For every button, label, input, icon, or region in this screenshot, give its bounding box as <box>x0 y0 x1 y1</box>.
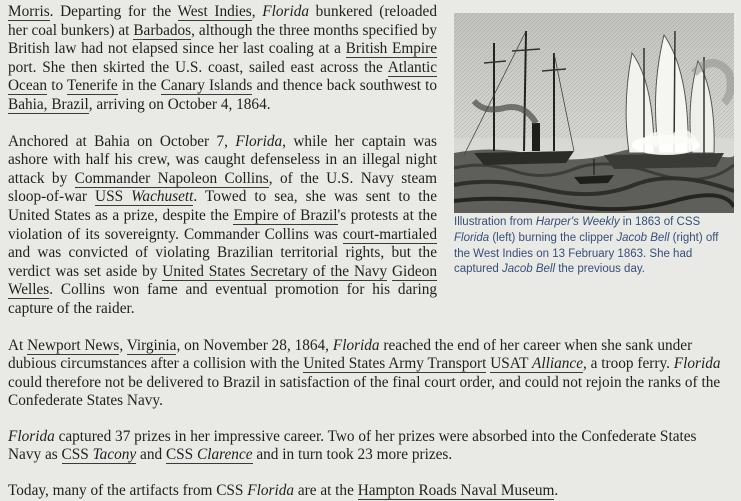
paragraph-bahia-capture <box>8 133 437 319</box>
text: CSS <box>165 446 198 464</box>
text: CSS <box>61 446 93 464</box>
link-canary-islands[interactable]: Canary Islands <box>160 77 253 95</box>
image-caption <box>454 215 734 278</box>
figure-harpers-weekly <box>454 13 734 278</box>
paragraph-artifacts <box>8 482 733 501</box>
ship-name: Florida <box>262 3 309 20</box>
link-west-indies[interactable]: West Indies <box>177 3 252 20</box>
text: . Towed to sea, she was sent to the United States as a prize, despite the <box>8 188 437 224</box>
publication-name: Harper's Weekly <box>535 216 620 228</box>
text: and was convicted of violating Brazilian territorial rights, but the verdict was set aside by <box>8 244 437 280</box>
link-bahia-brazil[interactable]: Bahia, Brazil <box>8 95 89 113</box>
link-napoleon-collins[interactable]: Commander Napoleon Collins <box>74 169 269 187</box>
text: and thence back southwest to <box>252 77 437 95</box>
text: , on November 28, 1864, <box>176 336 333 354</box>
text: USAT <box>490 355 533 373</box>
link-british-empire[interactable]: British Empire <box>345 40 437 58</box>
text: are at the <box>294 482 358 500</box>
paragraph-prizes <box>8 428 733 465</box>
text: At <box>8 336 28 354</box>
text: and <box>136 446 166 464</box>
text: , of the U.S. Navy steam sloop-of-war <box>8 169 437 206</box>
text: captured 37 prizes in her impressive career. Two of her prizes were absorbed into the Confederate States Navy as <box>8 427 697 464</box>
text: , <box>119 336 127 354</box>
link-court-martialed[interactable]: court-martialed <box>342 225 437 243</box>
link-css-clarence[interactable] <box>166 446 253 464</box>
text: , a troop ferry. <box>583 355 674 373</box>
text: Illustration from <box>454 216 536 228</box>
text: , <box>251 3 263 20</box>
link-army-transport[interactable]: United States Army Transport <box>303 355 487 373</box>
text: (left) burning the clipper <box>489 231 617 244</box>
ship-name: Florida <box>332 336 380 354</box>
link-virginia[interactable]: Virginia <box>126 336 177 354</box>
text: . <box>554 482 559 500</box>
link-morris[interactable]: Morris <box>8 3 50 20</box>
ship-name: Jacob Bell <box>616 231 670 244</box>
text: bunkered (reloaded her coal bunkers) at <box>8 3 437 39</box>
ship-name: Florida <box>454 231 490 244</box>
text: the previous day. <box>555 263 645 276</box>
text: , while her captain was ashore with half his crew, was caught defenseless in an illegal night attack by <box>8 132 438 187</box>
paragraph-sinking <box>8 337 733 411</box>
link-usat-alliance[interactable] <box>490 355 583 373</box>
ship-name: Wachusett <box>131 188 194 206</box>
text: Today, many of the artifacts from CSS <box>8 482 248 500</box>
text: and in turn took 23 more prizes. <box>252 446 453 464</box>
top-section <box>8 3 733 319</box>
link-barbados[interactable]: Barbados <box>133 21 192 39</box>
text: in 1863 of CSS <box>619 216 701 228</box>
left-column <box>8 3 437 319</box>
link-tenerife[interactable]: Tenerife <box>66 77 118 95</box>
link-hampton-roads-museum[interactable]: Hampton Roads Naval Museum <box>357 482 555 500</box>
link-gideon-welles[interactable]: Gideon Welles <box>8 262 438 299</box>
link-secretary-of-the-navy[interactable]: United States Secretary of the Navy <box>162 262 388 280</box>
link-empire-of-brazil[interactable]: Empire of Brazil <box>233 206 338 224</box>
ship-name: Florida <box>247 482 294 500</box>
text: 's protests at the violation of its sovereignty. Commander Collins was <box>8 206 437 243</box>
paragraph-departure <box>8 3 437 115</box>
link-newport-news[interactable]: Newport News <box>27 336 120 354</box>
text: port. She then skirted the U.S. coast, sailed east across the <box>8 58 388 76</box>
ship-name: Florida <box>673 355 721 373</box>
text: could therefore not be delivered to Brazil in satisfaction of the final court order, and could not rejoin the ranks of the Confederate States Navy. <box>8 373 721 410</box>
text: USS <box>95 188 132 206</box>
text: , although the three months specified by British law had not elapsed since her last coaling at a <box>8 21 437 58</box>
link-atlantic-ocean[interactable]: Atlantic Ocean <box>8 58 437 95</box>
link-css-tacony[interactable] <box>62 446 137 464</box>
text: , arriving on October 4, 1864. <box>88 95 271 113</box>
ship-name: Alliance <box>532 355 584 373</box>
ship-name: Florida <box>8 427 55 445</box>
text: (right) off the West Indies on 13 February 1863. She had captured <box>454 231 719 276</box>
ship-name: Tacony <box>92 446 137 464</box>
ship-name: Florida <box>235 132 283 150</box>
link-uss-wachusett[interactable] <box>95 188 193 206</box>
text: Anchored at Bahia on October 7, <box>8 132 236 150</box>
text: reached the end of her career when she sank under dubious circumstances after a collision with the <box>8 336 693 373</box>
ship-engraving-image[interactable] <box>454 13 734 213</box>
text: . Departing for the <box>49 3 178 20</box>
ship-name: Jacob Bell <box>501 263 556 276</box>
ship-name: Clarence <box>197 446 253 464</box>
text: to <box>47 77 67 95</box>
text: . Collins won fame and eventual promotion for his daring capture of the raider. <box>8 281 437 317</box>
text: in the <box>117 77 161 95</box>
